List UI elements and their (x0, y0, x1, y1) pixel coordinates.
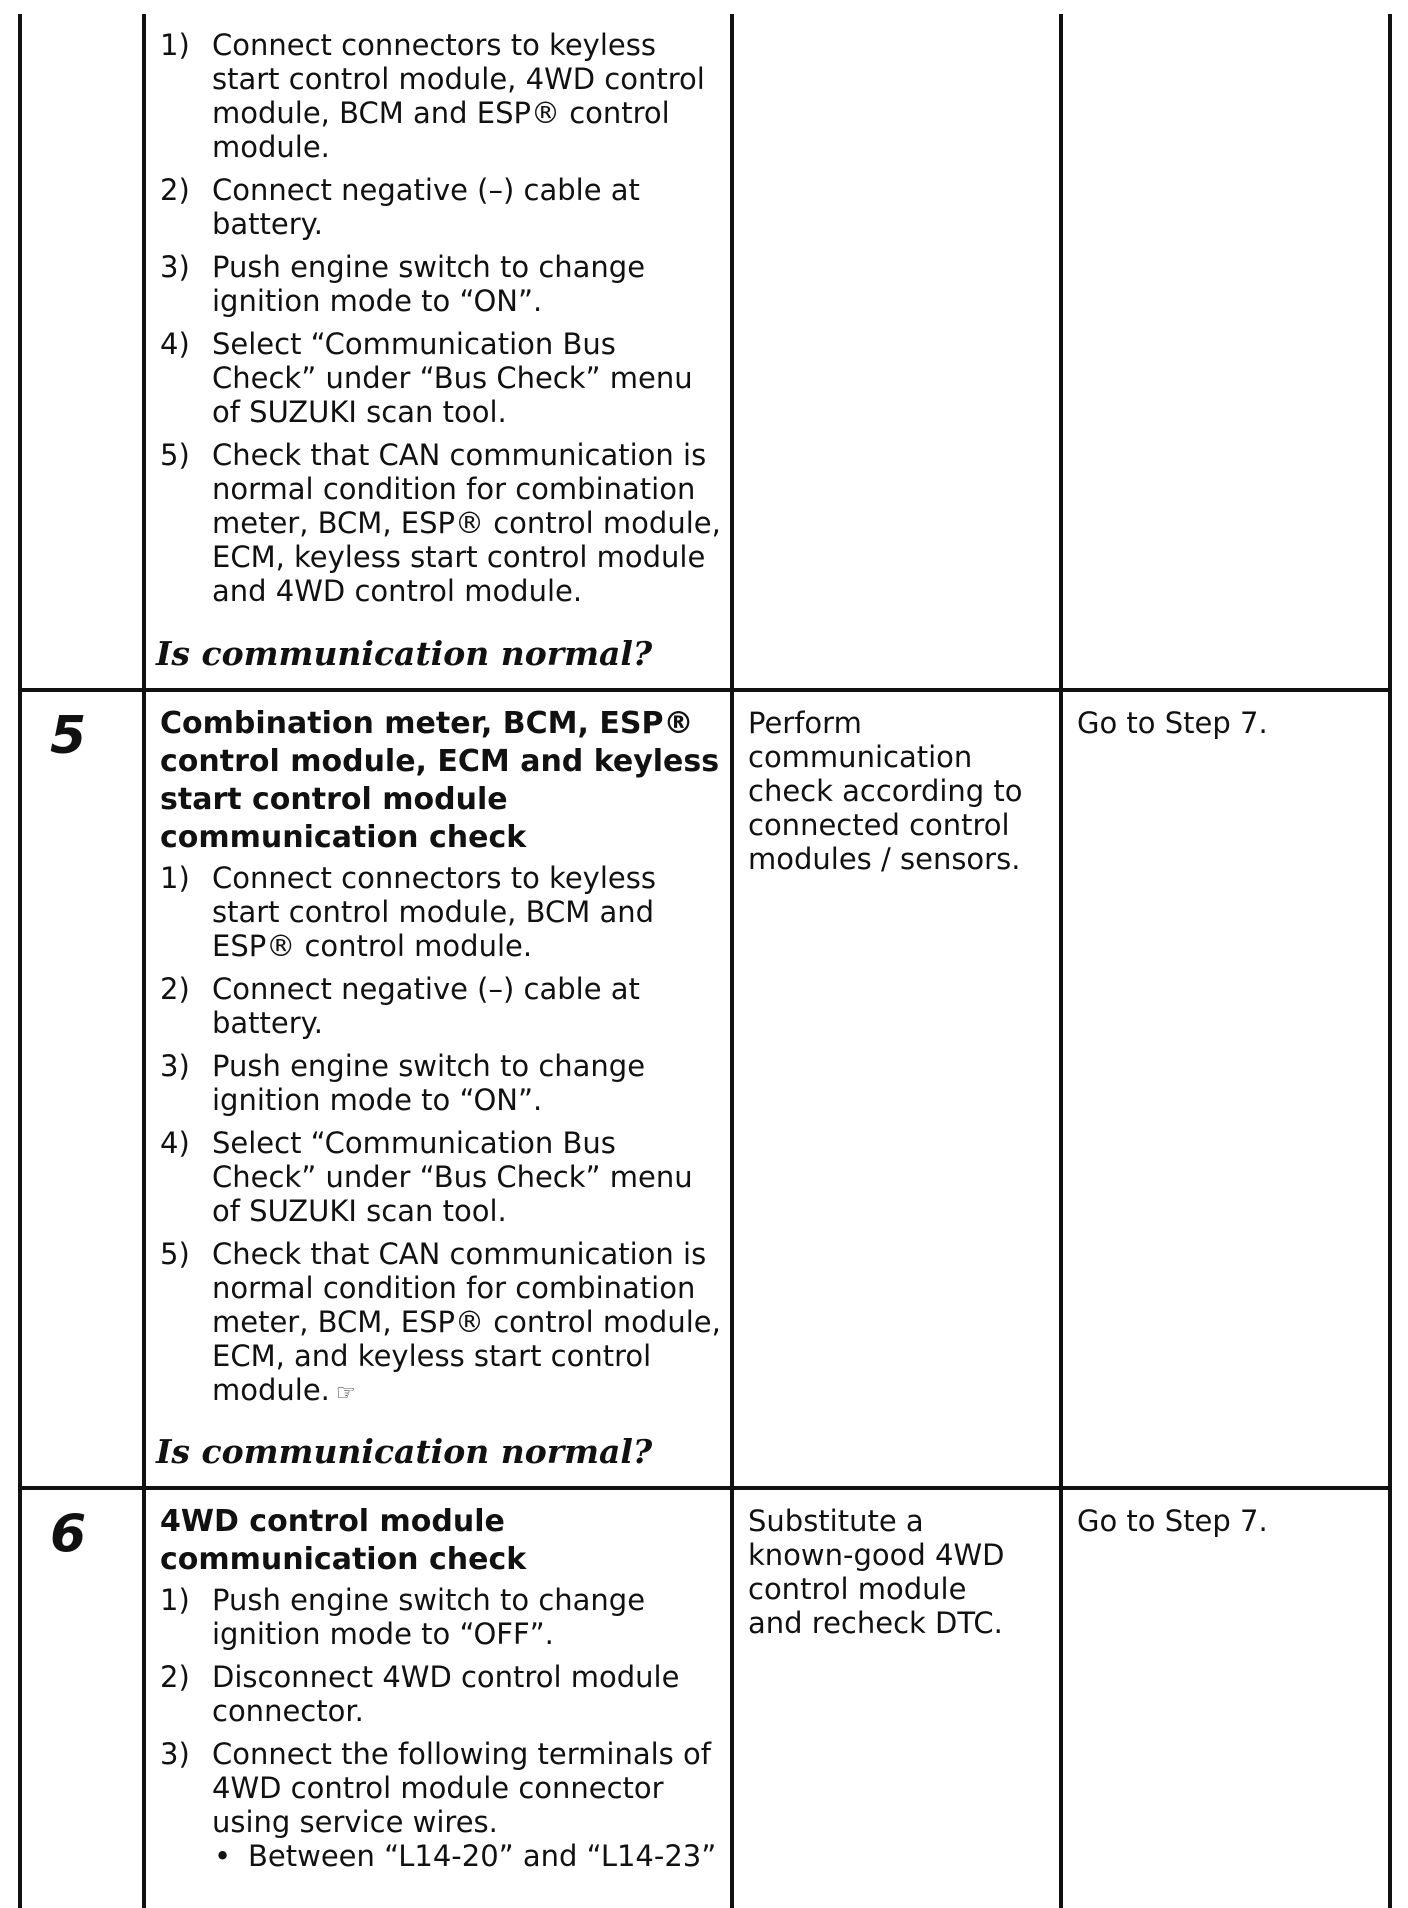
continued-steps-list (160, 28, 724, 608)
table-border-col3 (1059, 14, 1063, 1908)
list-item: 2) Connect negative (–) cable at battery. (160, 972, 640, 1040)
list-item: 1) Connect connectors to keyless start control module, BCM and ESP® control module. (160, 861, 656, 963)
step6-steps-list (160, 1583, 724, 1873)
step6-heading: 4WD control module communication check (160, 1504, 527, 1577)
table-border-right (1388, 14, 1392, 1908)
step5-yes-action: Perform communication check according to connected control modules / sensors. (748, 706, 1023, 876)
list-item: 5) Check that CAN communication is normal condition for combination meter, BCM, ESP® control module, ECM, keyless start control module and 4WD control module. (160, 438, 721, 608)
list-item: 4) Select “Communication Bus Check” under “Bus Check” menu of SUZUKI scan tool. (160, 327, 693, 429)
step5-no-action: Go to Step 7. (1077, 706, 1268, 740)
step6-bullet-list (212, 1839, 724, 1873)
step5-heading: Combination meter, BCM, ESP® control module, ECM and keyless start control module communication check (160, 706, 720, 855)
step6-procedure-cell (146, 1503, 730, 1882)
continued-question: Is communication normal? (156, 634, 653, 673)
step5-procedure-cell (146, 705, 730, 1420)
step5-question: Is communication normal? (156, 1432, 653, 1471)
step6-yes-action: Substitute a known-good 4WD control module and recheck DTC. (748, 1504, 1005, 1640)
reference-hand-icon[interactable]: ☞ (335, 1381, 356, 1406)
row-divider-5 (18, 688, 1392, 692)
bullet-item: • Between “L14-20” and “L14-23” (212, 1839, 724, 1873)
list-item: 1) Connect connectors to keyless start control module, 4WD control module, BCM and ESP® control module. (160, 28, 705, 164)
continued-step-cell (146, 28, 730, 617)
list-item: 1) Push engine switch to change ignition mode to “OFF”. (160, 1583, 646, 1651)
list-item: 3) Connect the following terminals of 4WD control module connector using service wires. • Between “L14-20” and “L14-23” (160, 1737, 724, 1873)
list-item: 5) Check that CAN communication is normal condition for combination meter, BCM, ESP® control module, ECM, and keyless start control module. ☞ (160, 1237, 724, 1411)
list-item: 3) Push engine switch to change ignition mode to “ON”. (160, 250, 646, 318)
table-border-left (18, 14, 22, 1908)
list-item: 2) Connect negative (–) cable at battery. (160, 173, 640, 241)
step5-steps-list (160, 861, 724, 1411)
row-divider-6 (18, 1486, 1392, 1490)
step-number-6: 6 (50, 1504, 87, 1564)
step-number-5: 5 (50, 706, 87, 766)
step6-no-action: Go to Step 7. (1077, 1504, 1268, 1538)
list-item: 4) Select “Communication Bus Check” under “Bus Check” menu of SUZUKI scan tool. (160, 1126, 693, 1228)
list-item: 2) Disconnect 4WD control module connector. (160, 1660, 680, 1728)
list-item: 3) Push engine switch to change ignition mode to “ON”. (160, 1049, 646, 1117)
